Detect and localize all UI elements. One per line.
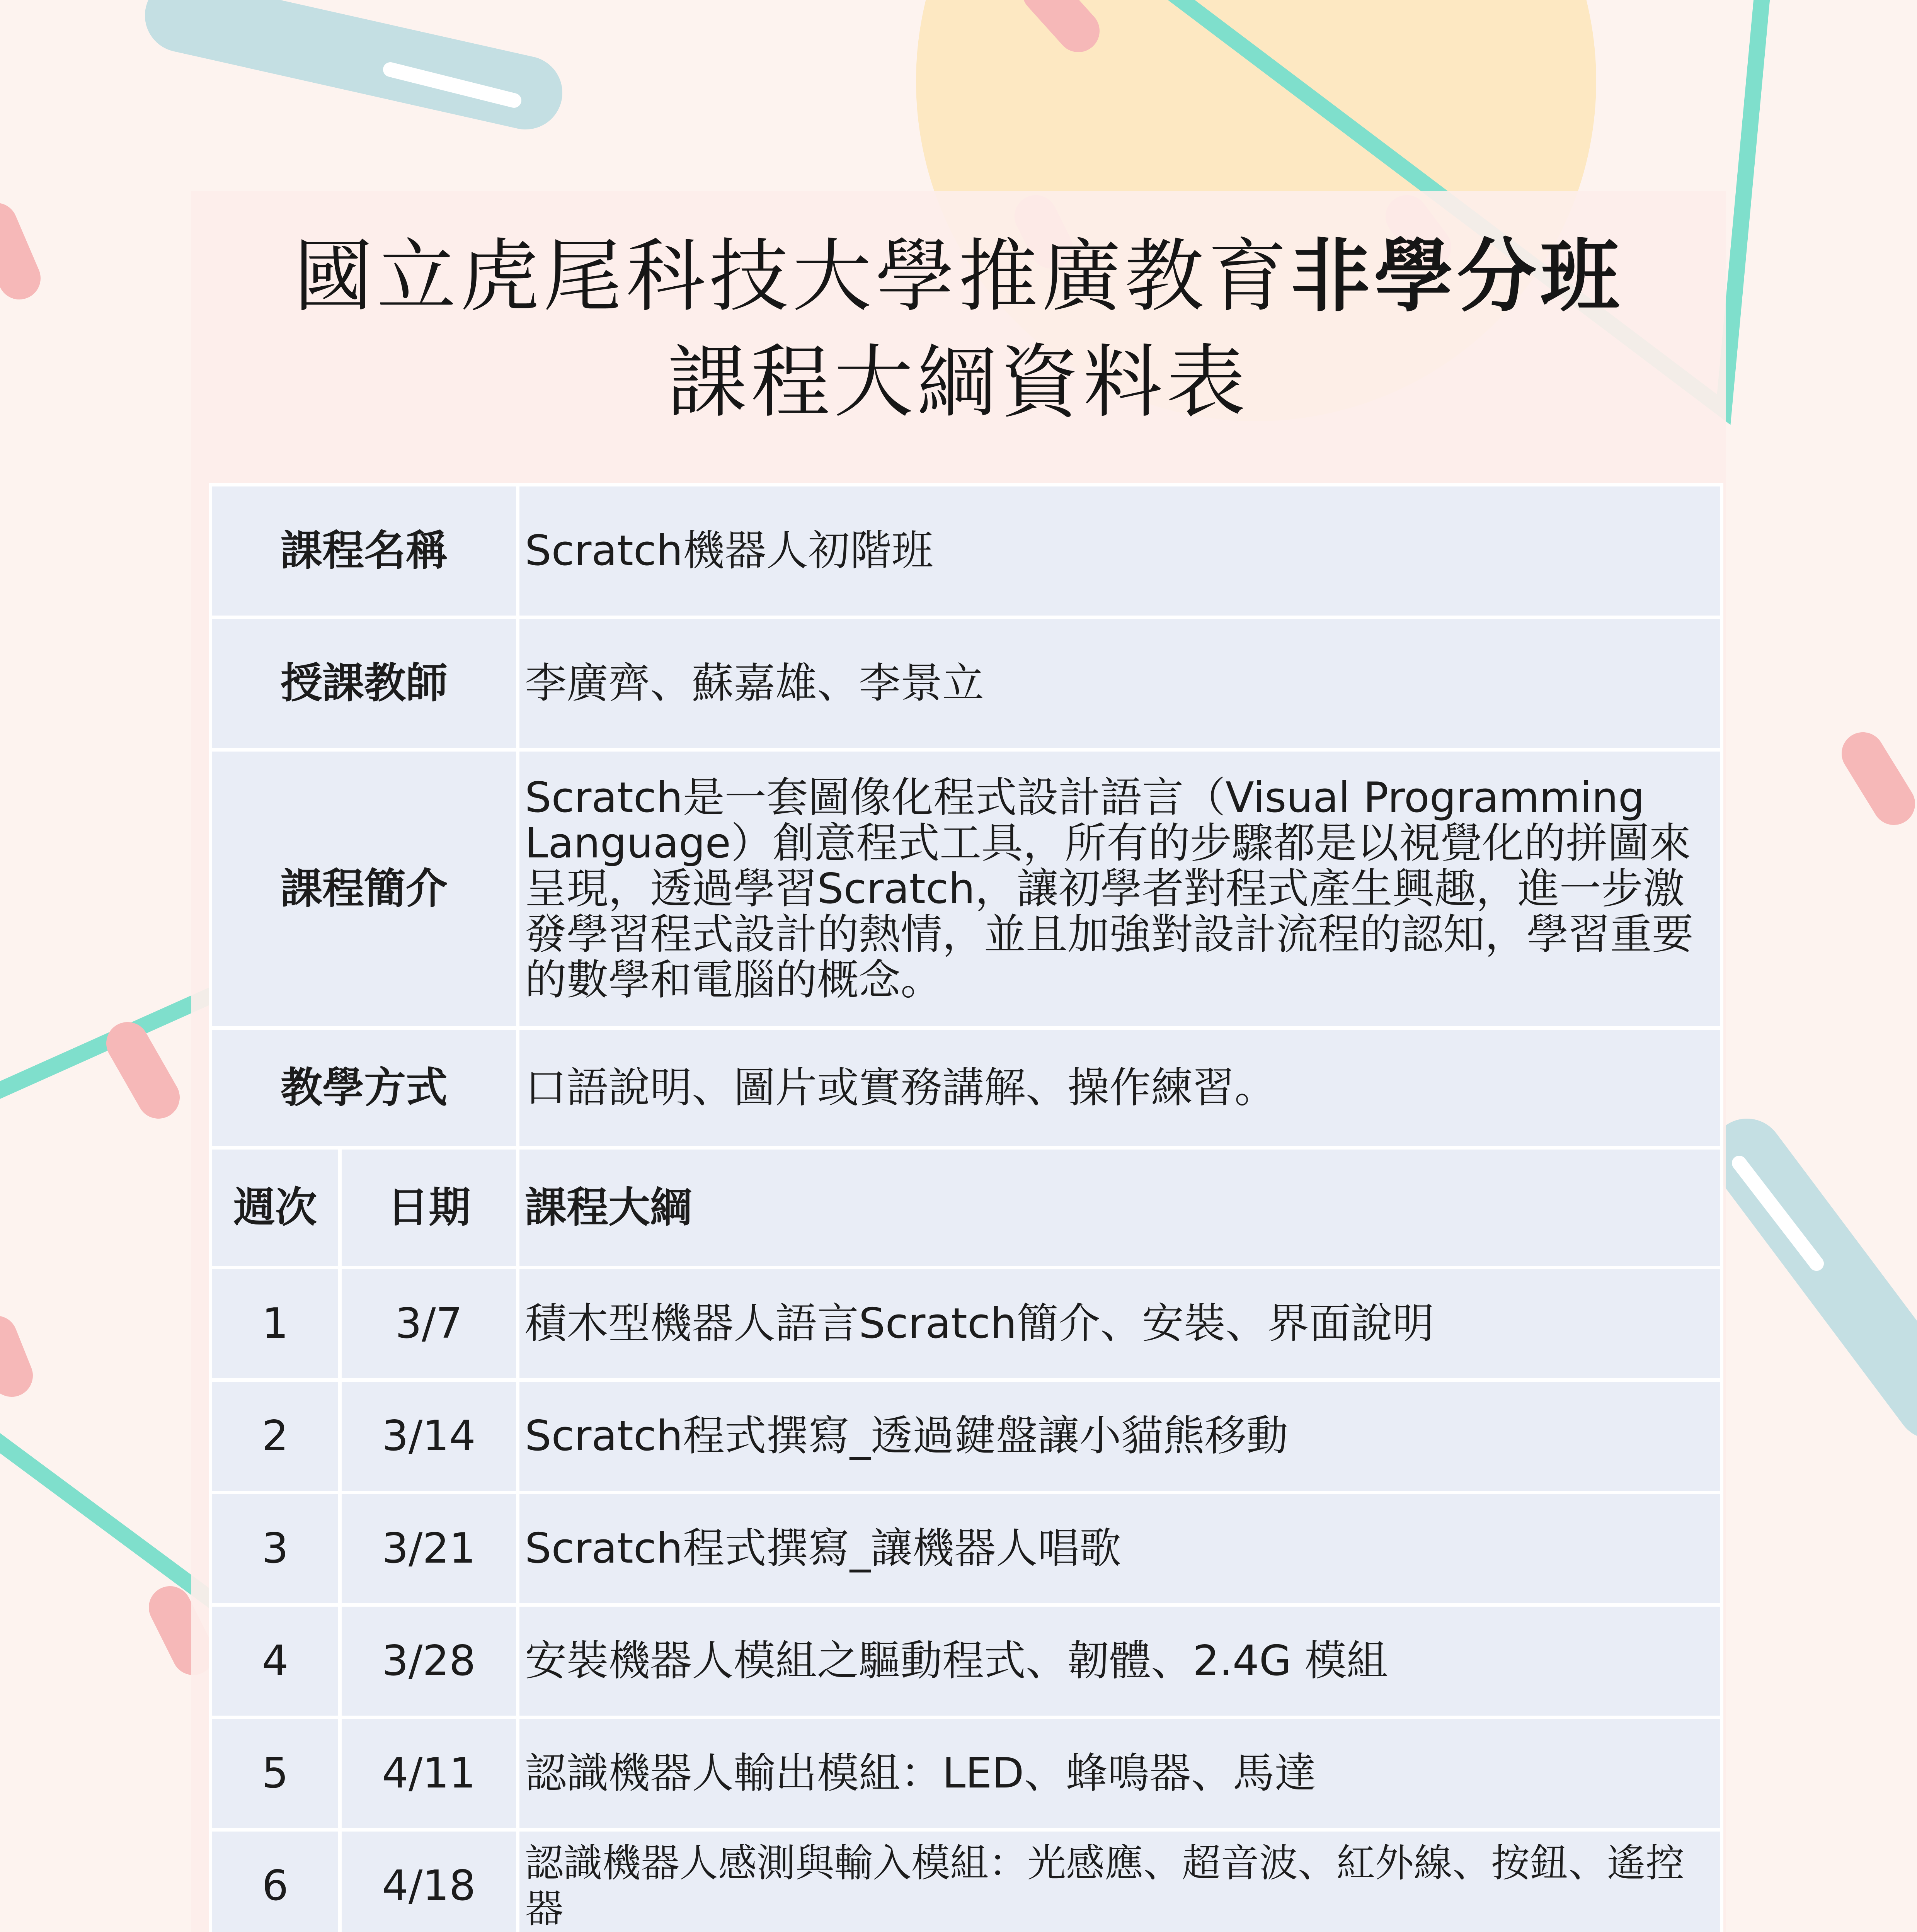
table-row xyxy=(211,1493,1722,1605)
week-cell: 2 xyxy=(211,1380,340,1493)
week-header: 週次 xyxy=(211,1148,340,1268)
blue-pill-top-left xyxy=(182,15,526,93)
document-title xyxy=(191,226,1726,327)
table-row xyxy=(211,1830,1722,1932)
date-cell: 3/28 xyxy=(340,1605,518,1718)
topic-cell: Scratch程式撰寫_透過鍵盤讓小貓熊移動 xyxy=(518,1380,1722,1493)
week-cell: 5 xyxy=(211,1718,340,1830)
intro-label: 課程簡介 xyxy=(211,750,518,1028)
teacher-row xyxy=(211,617,1722,750)
week-cell: 1 xyxy=(211,1268,340,1380)
title-regular: 國立虎尾科技大學推廣教育 xyxy=(294,231,1291,323)
topic-cell: Scratch程式撰寫_讓機器人唱歌 xyxy=(518,1493,1722,1605)
document-subtitle: 課程大綱資料表 xyxy=(667,337,1250,429)
schedule-header-row xyxy=(211,1148,1722,1268)
table-row xyxy=(211,1605,1722,1718)
topic-cell: 積木型機器人語言Scratch簡介、安裝、界面說明 xyxy=(518,1268,1722,1380)
title-bold: 非學分班 xyxy=(1291,230,1623,323)
teal-line-left-lower xyxy=(0,1437,216,1604)
course-name-label: 課程名稱 xyxy=(211,485,518,617)
date-cell: 3/21 xyxy=(340,1493,518,1605)
table-row xyxy=(211,1380,1722,1493)
date-cell: 4/18 xyxy=(340,1830,518,1932)
method-row xyxy=(211,1028,1722,1148)
method-label: 教學方式 xyxy=(211,1028,518,1148)
intro-row xyxy=(211,750,1722,1028)
week-cell: 3 xyxy=(211,1493,340,1605)
date-cell: 3/14 xyxy=(340,1380,518,1493)
blue-pill-right xyxy=(1747,1155,1917,1403)
teacher-value: 李廣齊、蘇嘉雄、李景立 xyxy=(518,617,1722,750)
topic-cell: 認識機器人感測與輸入模組：光感應、超音波、紅外線、按鈕、遙控器 xyxy=(518,1830,1722,1932)
syllabus-table xyxy=(209,483,1723,1932)
intro-value: Scratch是一套圖像化程式設計語言（Visual Programming Language）創意程式工具，所有的步驟都是以視覺化的拼圖來呈現，透過學習Scratch，讓初學者對程式產生興趣，進一步激發學習程式設計的熱情，並且加強對設計流程的認知，學習重要的數學和電腦的概念。 xyxy=(518,750,1722,1028)
topic-cell: 認識機器人輸出模組：LED、蜂鳴器、馬達 xyxy=(518,1718,1722,1830)
topic-cell: 安裝機器人模組之驅動程式、韌體、2.4G 模組 xyxy=(518,1605,1722,1718)
week-cell: 6 xyxy=(211,1830,340,1932)
week-cell: 4 xyxy=(211,1605,340,1718)
course-name-row xyxy=(211,485,1722,617)
date-cell: 3/7 xyxy=(340,1268,518,1380)
course-name-value: Scratch機器人初階班 xyxy=(518,485,1722,617)
method-value: 口語說明、圖片或實務講解、操作練習。 xyxy=(518,1028,1722,1148)
table-row xyxy=(211,1718,1722,1830)
date-cell: 4/11 xyxy=(340,1718,518,1830)
table-row xyxy=(211,1268,1722,1380)
teacher-label: 授課教師 xyxy=(211,617,518,750)
date-header: 日期 xyxy=(340,1148,518,1268)
outline-header: 課程大綱 xyxy=(518,1148,1722,1268)
